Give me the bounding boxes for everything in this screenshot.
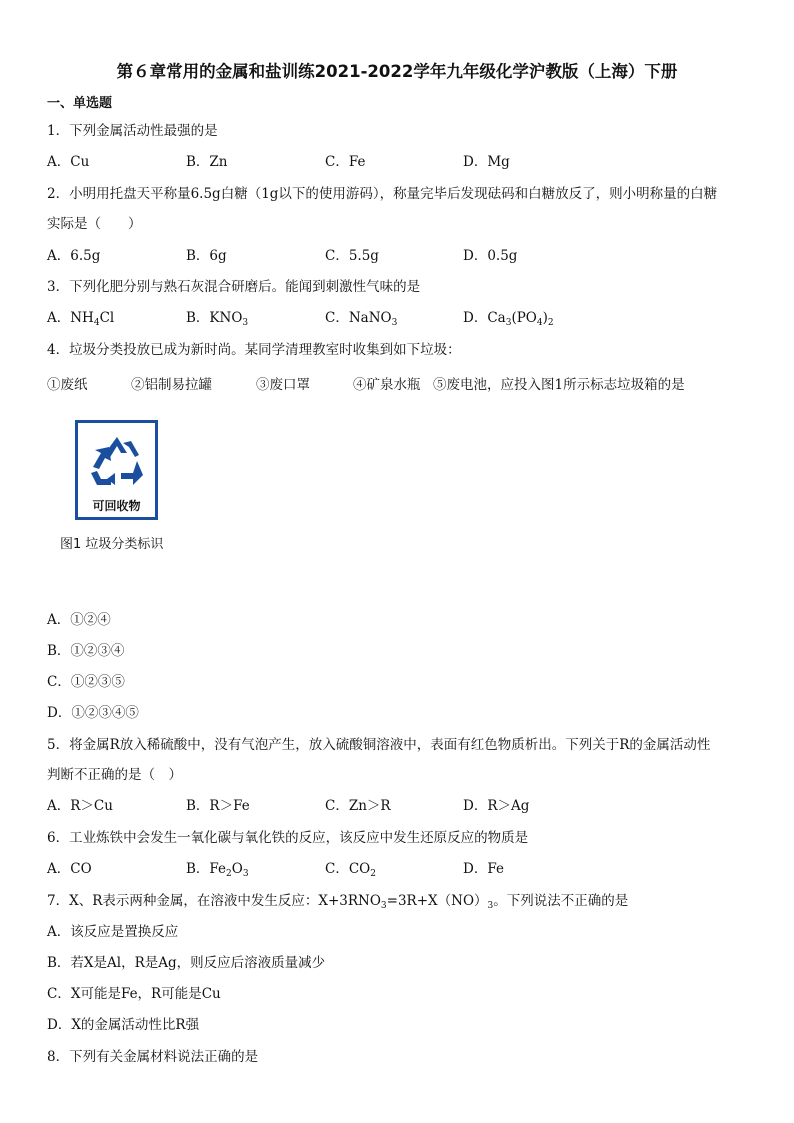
question-3-stem: 3．下列化肥分别与熟石灰混合研磨后。能闻到刺激性气味的是 bbox=[47, 279, 421, 295]
q4-item-4: ④矿泉水瓶 bbox=[353, 377, 421, 393]
q4-option-a: A．①②④ bbox=[47, 612, 111, 628]
q6-option-d: D．Fe bbox=[463, 861, 504, 877]
q1-option-b: B．Zn bbox=[186, 154, 228, 170]
page-title: 第６章常用的金属和盐训练2021-2022学年九年级化学沪教版（上海）下册 bbox=[116, 62, 678, 81]
q6-option-c: C．$CO_2$ bbox=[325, 861, 376, 879]
figure-caption: 图1 垃圾分类标识 bbox=[60, 537, 164, 552]
q4-item-5: ⑤废电池，应投入图1所示标志垃圾箱的是 bbox=[433, 377, 685, 393]
question-7-stem: 7．X、R表示两种金属，在溶液中发生反应：$X+3RNO_3=3R+X(NO)_3$。下列说法不正确的是 bbox=[47, 893, 629, 911]
q1-option-c: C．Fe bbox=[325, 154, 366, 170]
q2-option-a: A．6.5g bbox=[47, 248, 101, 264]
q4-option-d: D．①②③④⑤ bbox=[47, 705, 139, 721]
q4-item-2: ②铝制易拉罐 bbox=[131, 377, 212, 393]
question-5-stem-line2: 判断不正确的是（ ） bbox=[47, 767, 182, 783]
question-4-stem: 4．垃圾分类投放已成为新时尚。某同学清理教室时收集到如下垃圾： bbox=[47, 342, 461, 358]
q2-option-b: B．6g bbox=[186, 248, 227, 264]
recycle-sign bbox=[75, 420, 158, 520]
q1-option-d: D．Mg bbox=[463, 154, 510, 170]
q5-option-b: B．R＞Fe bbox=[186, 798, 250, 814]
section-heading: 一、单选题 bbox=[47, 96, 113, 111]
question-2-stem-line1: 2．小明用托盘天平称量6.5g白糖（1g以下的使用游码），称量完毕后发现砝码和白糖放反了，则小明称量的白糖 bbox=[47, 186, 718, 202]
q3-option-b: B．$KNO_3$ bbox=[186, 310, 249, 328]
q5-option-d: D．R＞Ag bbox=[463, 798, 530, 814]
q2-option-c: C．5.5g bbox=[325, 248, 379, 264]
q3-option-d: D．$Ca_3(PO_4)_2$ bbox=[463, 310, 554, 328]
q4-item-3: ③废口罩 bbox=[256, 377, 310, 393]
q7-option-d: D．X的金属活动性比R强 bbox=[47, 1017, 200, 1033]
q5-option-a: A．R＞Cu bbox=[47, 798, 113, 814]
question-2-stem-line2: 实际是（ ） bbox=[47, 216, 142, 232]
question-8-stem: 8．下列有关金属材料说法正确的是 bbox=[47, 1049, 259, 1065]
question-6-stem: 6．工业炼铁中会发生一氧化碳与氧化铁的反应，该反应中发生还原反应的物质是 bbox=[47, 830, 529, 846]
q5-option-c: C．Zn＞R bbox=[325, 798, 391, 814]
q4-option-c: C．①②③⑤ bbox=[47, 674, 125, 690]
question-1-stem: 1．下列金属活动性最强的是 bbox=[47, 123, 218, 139]
q6-option-b: B．$Fe_2O_3$ bbox=[186, 861, 249, 879]
q4-item-1: ①废纸 bbox=[47, 377, 88, 393]
q7-option-a: A．该反应是置换反应 bbox=[47, 924, 179, 940]
q7-option-b: B．若X是Al，R是Ag，则反应后溶液质量减少 bbox=[47, 955, 326, 971]
q1-option-a: A．Cu bbox=[47, 154, 90, 170]
q7-option-c: C．X可能是Fe，R可能是Cu bbox=[47, 986, 221, 1002]
q2-option-d: D．0.5g bbox=[463, 248, 518, 264]
recycle-icon bbox=[87, 431, 147, 491]
q4-option-b: B．①②③④ bbox=[47, 643, 125, 659]
q3-option-a: A．$NH_4Cl$ bbox=[47, 310, 115, 328]
question-5-stem-line1: 5．将金属R放入稀硫酸中，没有气泡产生，放入硫酸铜溶液中，表面有红色物质析出。下列关于R的金属活动性 bbox=[47, 737, 711, 753]
q6-option-a: A．CO bbox=[47, 861, 92, 877]
q3-option-c: C．NaNO$_3$ bbox=[325, 310, 398, 328]
recycle-sign-label: 可回收物 bbox=[92, 499, 141, 513]
